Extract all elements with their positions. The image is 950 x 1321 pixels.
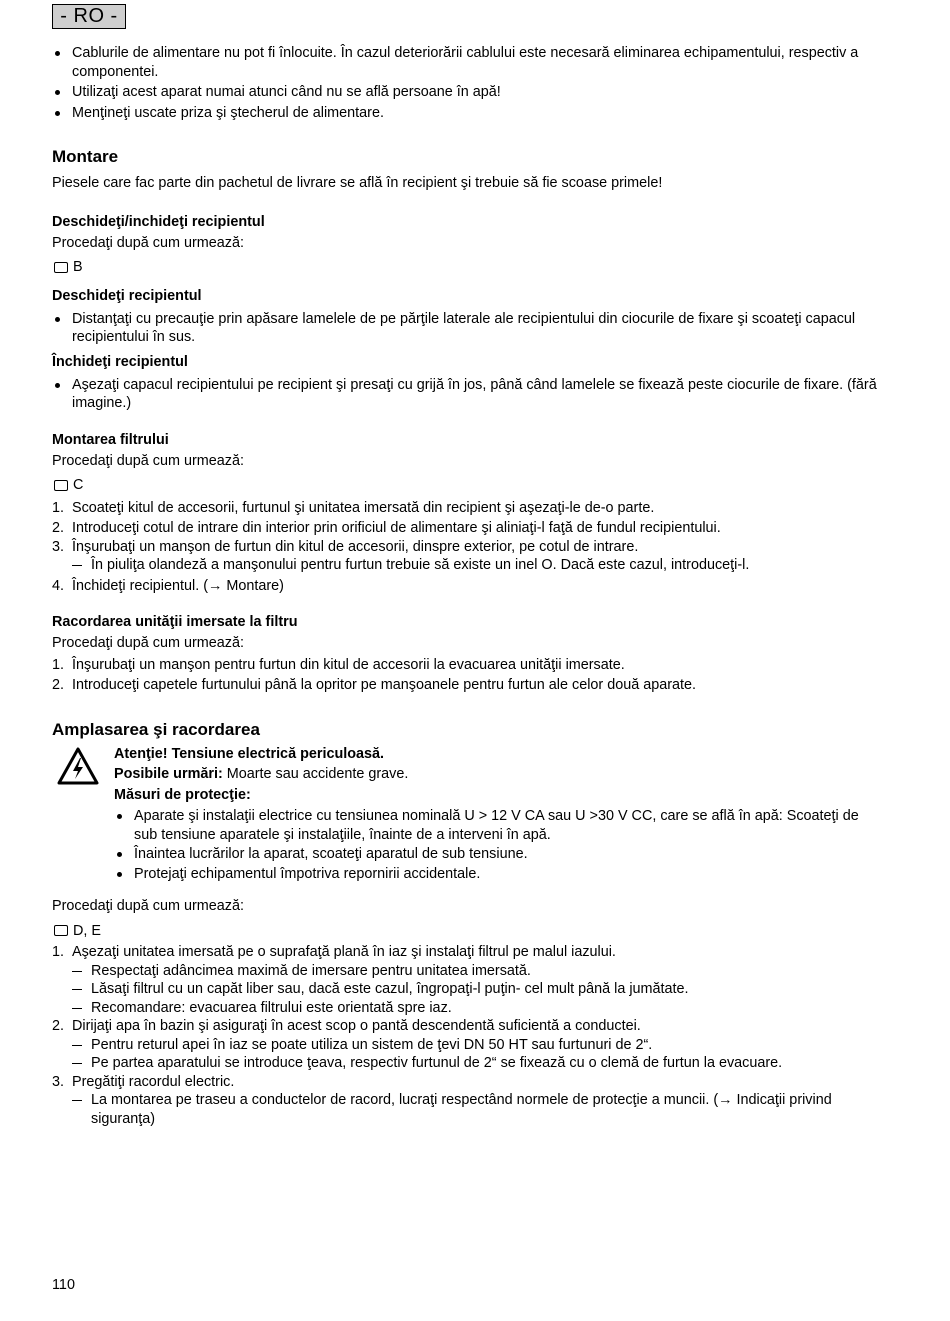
step-number: 2.: [52, 520, 65, 536]
list-item: Utilizaţi acest aparat numai atunci când nu se află persoane în apă!: [52, 83, 882, 102]
list-item: [52, 1017, 882, 1036]
figure-label: B: [73, 259, 83, 275]
placement-step1-substeps: [52, 962, 882, 1018]
subheading-close-container: Închideţi recipientul: [52, 353, 188, 370]
open-bullet-list: [52, 310, 882, 347]
list-item: Aşezaţi capacul recipientului pe recipient şi presaţi cu grijă în jos, până când lamelele se fixează peste ciocurile de fixare. (fără imagine.): [52, 376, 882, 413]
step-number: 1.: [52, 656, 65, 673]
list-item: [52, 499, 882, 518]
section-title-placement: Amplasarea şi racordarea: [52, 719, 260, 739]
language-tag: - RO -: [52, 4, 126, 29]
step-text: Aşezaţi unitatea imersată pe o suprafaţă plană în iaz şi instalaţi filtrul pe malul iazului.: [72, 944, 616, 960]
list-item: Respectaţi adâncimea maximă de imersare pentru unitatea imersată.: [52, 962, 882, 981]
placement-step3-substeps: [52, 1091, 882, 1128]
list-item: [52, 577, 882, 596]
step-text: Introduceţi capetele furtunului până la opritor pe manşoanele pentru furtun ale celor două aparate.: [72, 677, 697, 693]
list-item: Aparate şi instalaţii electrice cu tensiunea nominală U > 12 V CA sau U >30 V CC, care se află în apă: Scoateţi de sub tensiune aparatele şi instalaţiile, înainte de a interveni în apă.: [114, 807, 882, 844]
placement-step2-substeps: [52, 1036, 882, 1073]
placement-steps-list: [52, 943, 882, 962]
figure-icon: [54, 925, 68, 936]
step-text: Pregătiţi racordul electric.: [72, 1073, 235, 1090]
list-item: Pe partea aparatului se introduce ţeava, respectiv furtunul de 2“ se fixează cu o clemă de furtun la evacuare.: [52, 1054, 882, 1073]
filter-substeps-list: [52, 556, 882, 575]
list-item: [52, 656, 882, 675]
electric-hazard-icon: [56, 746, 100, 786]
list-item: În piuliţa olandeză a manşonului pentru furtun trebuie să existe un inel O. Dacă este cazul, introduceţi-l.: [52, 556, 882, 575]
procedure-text: Procedaţi după cum urmează:: [52, 635, 244, 651]
filter-steps-list-cont: [52, 577, 882, 596]
warning-measures-list: [114, 807, 882, 883]
figure-label: D, E: [73, 922, 101, 939]
list-item: [52, 943, 882, 962]
warning-block: [52, 745, 882, 884]
step-number: 2.: [52, 1018, 65, 1034]
step-text: Scoateţi kitul de accesorii, furtunul şi unitatea imersată din recipient şi aşezaţi-le de-o parte.: [72, 499, 655, 516]
subsection-title-filter: Montarea filtrului: [52, 431, 169, 448]
close-bullet-list: [52, 376, 882, 413]
subheading-open-container: Deschideţi recipientul: [52, 287, 202, 304]
figure-reference: [52, 922, 882, 941]
step-text: Înşurubaţi un manşon pentru furtun din kitul de accesorii la evacuarea unităţii imersate.: [72, 656, 625, 673]
step-number: 2.: [52, 677, 65, 693]
filter-steps-list: [52, 499, 882, 557]
page-content: [52, 44, 882, 1128]
list-item: [52, 676, 882, 695]
list-item: Recomandare: evacuarea filtrului este orientată spre iaz.: [52, 999, 882, 1018]
list-item: Menţineţi uscate priza şi ştecherul de alimentare.: [52, 104, 882, 123]
warning-measures-label: Măsuri de protecţie:: [114, 786, 251, 803]
subsection-title-open-close: Deschideţi/inchideţi recipientul: [52, 213, 265, 230]
procedure-text: Procedaţi după cum urmează:: [52, 452, 244, 469]
step-number: 4.: [52, 577, 65, 594]
figure-reference: [52, 258, 882, 277]
connect-steps-list: [52, 656, 882, 695]
list-item: [52, 1073, 882, 1092]
step-number: 1.: [52, 499, 65, 516]
step-number: 3.: [52, 538, 65, 555]
list-item: Înaintea lucrărilor la aparat, scoateţi aparatul de sub tensiune.: [114, 845, 882, 864]
procedure-text: Procedaţi după cum urmează:: [52, 234, 244, 251]
step-text: Închideţi recipientul. (→ Montare): [72, 577, 284, 594]
list-item: Cablurile de alimentare nu pot fi înlocuite. În cazul deteriorării cablului este necesară eliminarea echipamentului, respectiv a componentei.: [52, 44, 882, 81]
list-item: Distanţaţi cu precauţie prin apăsare lamelele de pe părţile laterale ale recipientului din ciocurile de fixare şi scoateţi capacul recipientului în sus.: [52, 310, 882, 347]
section-title-montare: Montare: [52, 147, 119, 166]
page-number: 110: [52, 1277, 75, 1293]
step-text: Înşurubaţi un manşon de furtun din kitul de accesorii, dinspre exterior, pe cotul de intrare.: [72, 538, 639, 555]
procedure-text: Procedaţi după cum urmează:: [52, 898, 244, 914]
placement-steps-list-3: [52, 1073, 882, 1092]
figure-icon: [54, 480, 68, 491]
list-item: Pentru returul apei în iaz se poate utiliza un sistem de ţevi DN 50 HT sau furtunuri de 2“.: [52, 1036, 882, 1055]
list-item: [52, 519, 882, 538]
consequences-text: Moarte sau accidente grave.: [226, 766, 409, 782]
figure-label: C: [73, 477, 84, 493]
list-item: La montarea pe traseu a conductelor de racord, lucraţi respectând normele de protecţie a muncii. (→ Indicaţii privind siguranţa): [52, 1091, 882, 1128]
figure-reference: [52, 476, 882, 495]
step-number: 3.: [52, 1073, 65, 1090]
subsection-title-connect: Racordarea unităţii imersate la filtru: [52, 614, 298, 630]
warning-consequences: [114, 765, 882, 784]
step-text: Dirijaţi apa în bazin şi asiguraţi în acest scop o pantă descendentă suficientă a conductei.: [72, 1018, 641, 1034]
warning-title: Atenţie! Tensiune electrică periculoasă.: [114, 745, 385, 762]
placement-steps-list-2: [52, 1017, 882, 1036]
list-item: Lăsaţi filtrul cu un capăt liber sau, dacă este cazul, îngropaţi-l puţin- cel mult până la jumătate.: [52, 980, 882, 999]
list-item: [52, 538, 882, 557]
figure-icon: [54, 262, 68, 273]
consequences-label: Posibile urmări:: [114, 766, 223, 782]
step-number: 1.: [52, 944, 65, 960]
list-item: Protejaţi echipamentul împotriva repornirii accidentale.: [114, 865, 882, 884]
intro-bullet-list: [52, 44, 882, 122]
step-text: Introduceţi cotul de intrare din interior prin orificiul de alimentare şi aliniaţi-l faţă de fundul recipientului.: [72, 520, 721, 536]
montare-text: Piesele care fac parte din pachetul de livrare se află în recipient şi trebuie să fie scoase primele!: [52, 175, 663, 191]
